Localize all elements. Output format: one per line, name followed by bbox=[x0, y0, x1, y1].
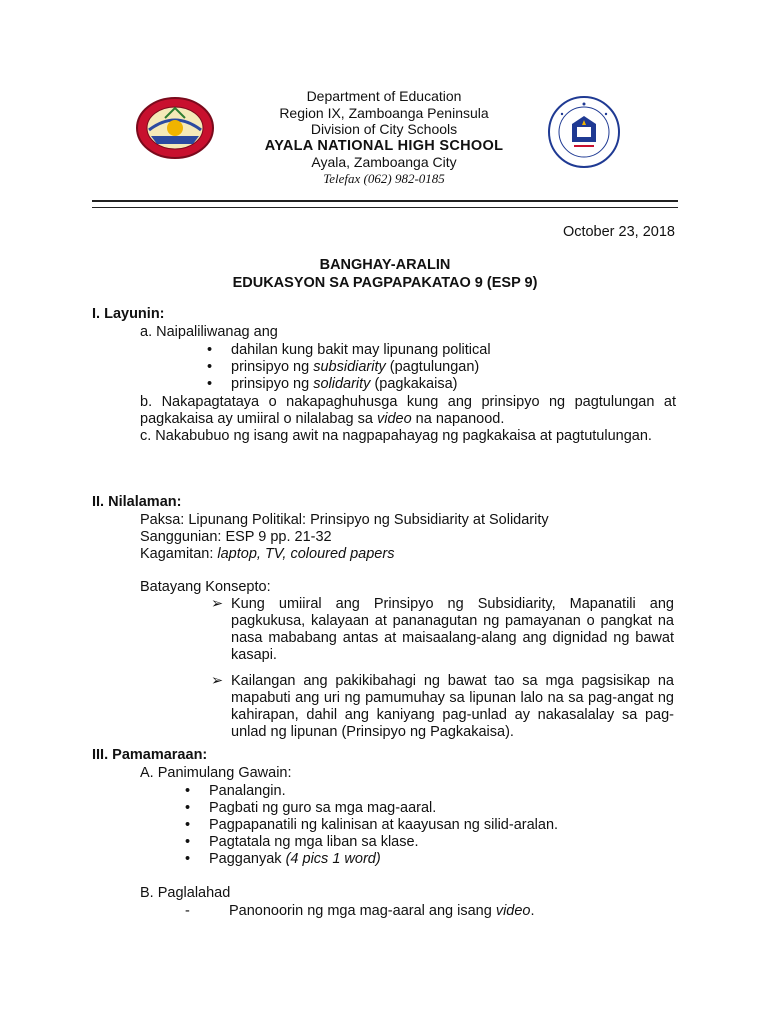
bullet-marker: • bbox=[207, 342, 213, 358]
objective-b: b. Nakapagtataya o nakapaghuhusga kung ang prinsipyo ng pagtulungan at pagkakaisa ay umiiral o nilalabag sa video na napanood. bbox=[140, 394, 676, 427]
panimulang-gawain-list bbox=[185, 783, 665, 868]
list-item: • prinsipyo ng subsidiarity (pagtulungan) bbox=[207, 359, 480, 375]
section-2-heading: II. Nilalaman: bbox=[92, 494, 182, 510]
bullet-marker: • bbox=[185, 817, 191, 833]
title-line-1: BANGHAY-ARALIN bbox=[319, 257, 451, 273]
dash-marker: - bbox=[185, 903, 190, 919]
header-rule-thin bbox=[92, 207, 678, 208]
arrow-bullet-icon: ➢ bbox=[211, 673, 224, 689]
sanggunian-line: Sanggunian: ESP 9 pp. 21-32 bbox=[140, 529, 332, 545]
list-item: • Pagbati ng guro sa mga mag-aaral. bbox=[185, 800, 437, 816]
list-item: ➢ Kailangan ang pakikibahagi ng bawat tao sa mga pagsisikap na mapabuti ang uri ng pamumuhay sa lipunan lalo na sa pag-angat ng kahirapan, dahil ang kaniyang pag-unlad ay nakasalalay sa pag-unlad ng lipunan (Prinsipyo ng Pagkakaisa). bbox=[211, 673, 674, 740]
batayang-konsepto-label: Batayang Konsepto: bbox=[140, 579, 271, 595]
list-item: ➢ Kung umiiral ang Prinsipyo ng Subsidiarity, Mapanatili ang pagkukusa, kalayaan at pananagutan ng pamayanan o pangkat na nasa mababang antas at maisaalang-alang ang dignidad ng bawat kasapi. bbox=[211, 596, 674, 663]
document-date: October 23, 2018 bbox=[562, 224, 675, 240]
bullet-marker: • bbox=[185, 800, 191, 816]
arrow-bullet-icon: ➢ bbox=[211, 596, 224, 612]
list-item: • Pagpapanatili ng kalinisan at kaayusan ng silid-aralan. bbox=[185, 817, 559, 833]
bullet-marker: • bbox=[207, 376, 213, 392]
paglalahad-list bbox=[185, 903, 665, 920]
concept-list bbox=[207, 596, 674, 741]
school-address: Ayala, Zamboanga City bbox=[311, 154, 457, 171]
objective-c: c. Nakabubuo ng isang awit na nagpapahayag ng pagkakaisa at pagtutulungan. bbox=[140, 428, 652, 444]
list-item: • Pagtatala ng mga liban sa klase. bbox=[185, 834, 419, 850]
bullet-marker: • bbox=[185, 851, 191, 867]
department-line: Department of Education bbox=[306, 88, 462, 104]
list-item: • dahilan kung bakit may lipunang political bbox=[207, 342, 491, 358]
document-title bbox=[92, 256, 678, 292]
division-line: Division of City Schools bbox=[310, 121, 458, 138]
telefax-line: Telefax (062) 982-0185 bbox=[323, 170, 445, 186]
kagamitan-line: Kagamitan: laptop, TV, coloured papers bbox=[140, 546, 395, 562]
header-rule-thick bbox=[92, 200, 678, 202]
school-name: AYALA NATIONAL HIGH SCHOOL bbox=[264, 137, 504, 154]
deped-seal-logo bbox=[548, 96, 620, 168]
list-item: • Panalangin. bbox=[185, 783, 286, 799]
bullet-marker: • bbox=[185, 783, 191, 799]
letterhead bbox=[230, 88, 538, 188]
region-line: Region IX, Zamboanga Peninsula bbox=[279, 104, 489, 121]
list-item: - Panonoorin ng mga mag-aaral ang isang video. bbox=[185, 903, 535, 919]
objective-a-bullets bbox=[207, 342, 667, 393]
ayala-school-seal-logo bbox=[135, 96, 215, 160]
section-1-heading: I. Layunin: bbox=[92, 306, 165, 322]
panimulang-gawain-label: A. Panimulang Gawain: bbox=[140, 765, 292, 781]
title-line-2: EDUKASYON SA PAGPAPAKATAO 9 (ESP 9) bbox=[232, 275, 538, 291]
paglalahad-label: B. Paglalahad bbox=[140, 885, 231, 901]
list-item: • prinsipyo ng solidarity (pagkakaisa) bbox=[207, 376, 458, 392]
list-item: • Pagganyak (4 pics 1 word) bbox=[185, 851, 381, 867]
paksa-line: Paksa: Lipunang Politikal: Prinsipyo ng Subsidiarity at Solidarity bbox=[140, 512, 549, 528]
bullet-marker: • bbox=[207, 359, 213, 375]
section-3-heading: III. Pamamaraan: bbox=[92, 747, 208, 763]
bullet-marker: • bbox=[185, 834, 191, 850]
objective-a: a. Naipaliliwanag ang bbox=[140, 324, 278, 340]
